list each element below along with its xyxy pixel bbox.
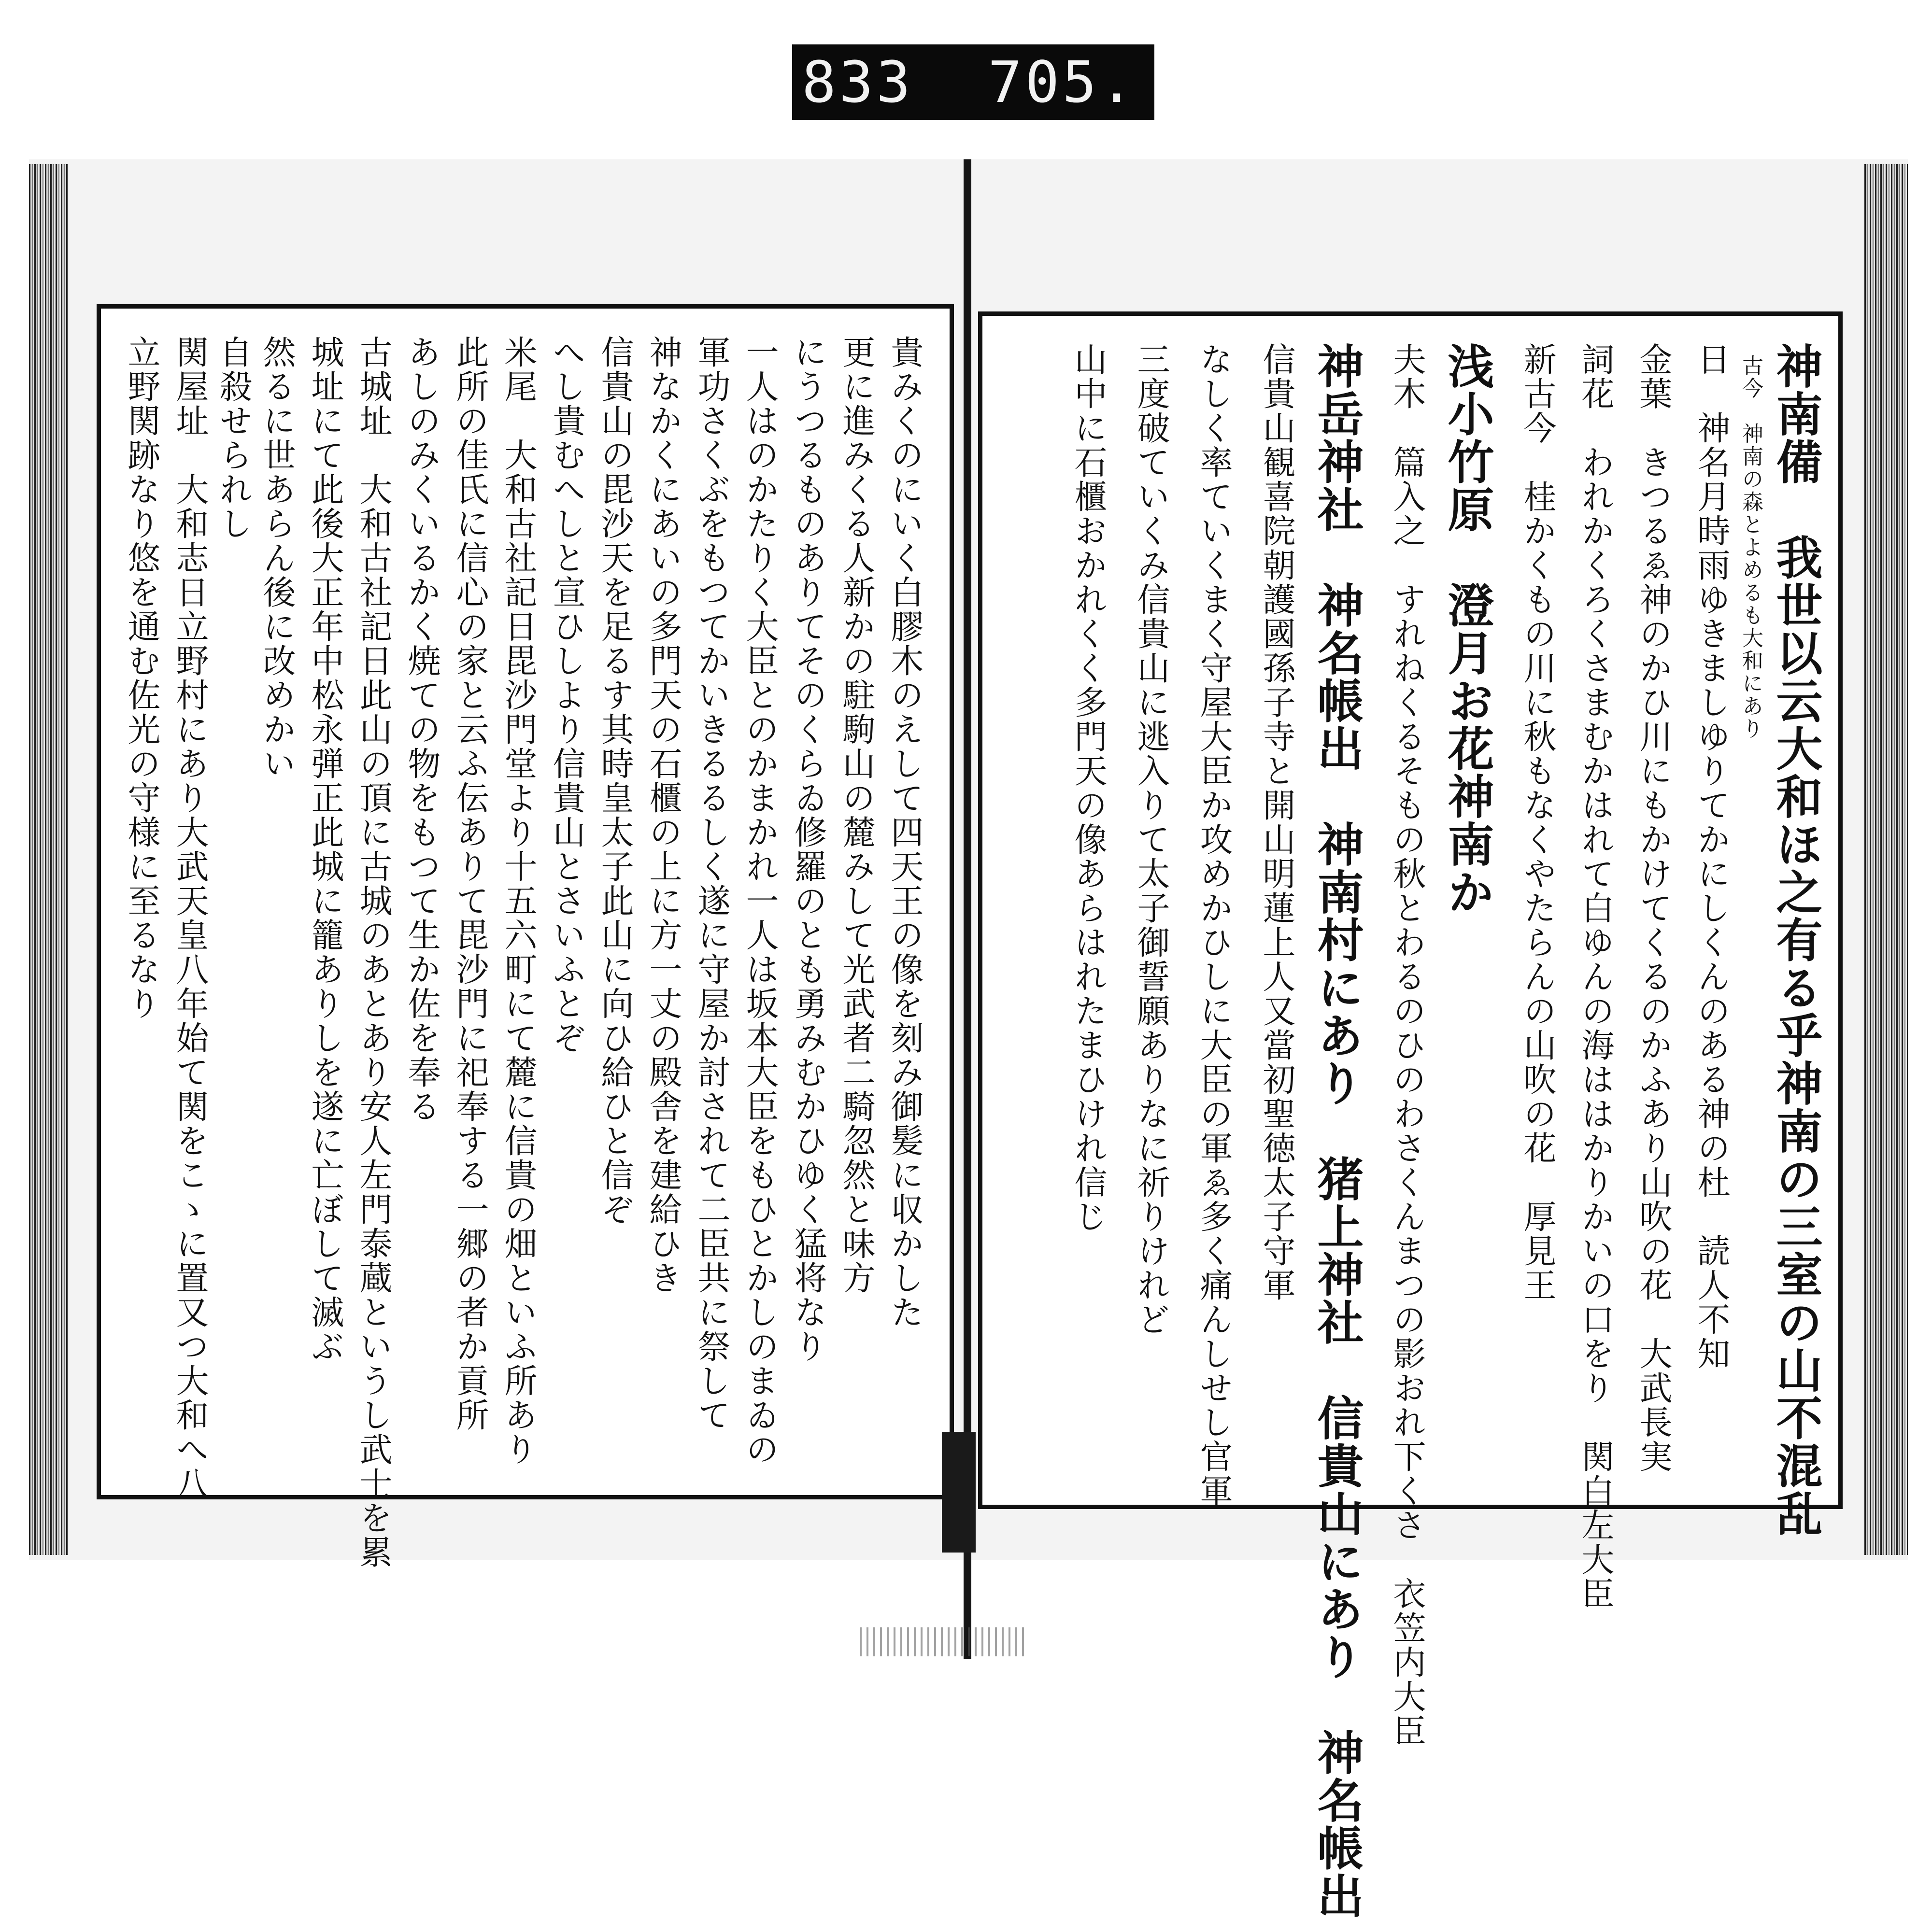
text-column: 山中に石櫃おかれくく多門天の像あらはれたまひけれ信じ — [1069, 342, 1107, 1234]
text-column: 貴みくのにいく白膠木のえして四天王の像を刻み御髪に収かした — [885, 335, 923, 1329]
text-column: へし貴むへしと宣ひしより信貴山とさいふとぞ — [547, 335, 585, 1055]
left-page — [97, 304, 954, 1569]
film-frame-number: 833 705. — [792, 44, 1154, 120]
text-column: 一人はのかたりく大臣とのかまかれ一人は坂本大臣をもひとかしのまゐの — [740, 335, 779, 1467]
text-column: なしく率ていくまく守屋大臣か攻めかひしに大臣の軍ゑ多く痛んしせし官軍 — [1194, 342, 1233, 1508]
text-column: 関屋址 大和志日立野村にあり大武天皇八年始て関をこゝに置又つ大和へ八 — [170, 335, 209, 1501]
entry-heading: 浅小竹原 澄月お花神南か — [1440, 342, 1495, 916]
text-column: 米尾 大和古社記日毘沙門堂より十五六町にて麓に信貴の畑といふ所あり — [499, 335, 537, 1467]
text-column: 三度破ていくみ信貴山に逃入りて太子御誓願ありなに祈りけれど — [1132, 342, 1170, 1337]
text-column: 然るに世あらん後に改めかい — [257, 335, 296, 781]
text-column: にうつるものありてそのくらゐ修羅のとも勇みむかひゆく猛将なり — [789, 335, 827, 1364]
scan-marks — [860, 1627, 1029, 1656]
text-column: 古今 神南の森とよめるも大和にあり — [1738, 354, 1763, 740]
text-column: 城址にて此後大正年中松永弾正此城に籠ありしを遂に亡ぼして滅ぶ — [306, 335, 344, 1364]
text-column: あしのみくいるかく焼ての物をもつて生か佐を奉る — [402, 335, 440, 1124]
right-page-edges — [1864, 164, 1908, 1555]
text-column: 信貴山観喜院朝護國孫子寺と開山明蓮上人又當初聖徳太子守軍 — [1257, 342, 1295, 1302]
text-column: 神なかくにあいの多門天の石櫃の上に方一丈の殿舎を建給ひき — [644, 335, 682, 1295]
text-column: 日 神名月時雨ゆきましゆりてかにしくんのある神の杜 読人不知 — [1692, 342, 1730, 1371]
entry-heading: 神南備 我世以云大和ほ之有る乎神南の三室の山不混乱 — [1769, 342, 1823, 1538]
text-column: 古城址 大和古社記日此山の頂に古城のあとあり安人左門泰蔵というし武士を累 — [354, 335, 392, 1569]
left-page-edges — [29, 164, 68, 1555]
text-column: 信貴山の毘沙天を足るす其時皇太子此山に向ひ給ひと信ぞ — [596, 335, 634, 1227]
text-column: 金葉 きつるゑ神のかひ川にもかけてくるのかふあり山吹の花 大武長実 — [1634, 342, 1672, 1474]
text-column: 軍功さくぶをもつてかいきるるしく遂に守屋か討されて二臣共に祭して — [692, 335, 730, 1432]
right-page — [978, 311, 1843, 1920]
text-column: 立野関跡なり悠を通む佐光の守様に至るなり — [122, 335, 160, 1021]
text-column: 夫木 篇入之 すれねくるそもの秋とわるのひのわさくんまつの影おれ下くさ 衣笠内大臣 — [1388, 342, 1426, 1748]
text-column: 新古今 桂かくもの川に秋もなくやたらんの山吹の花 厚見王 — [1518, 342, 1556, 1302]
entry-heading: 神岳神社 神名帳出 神南村にあり 猪上神社 信貴山にあり 神名帳出 — [1310, 342, 1364, 1920]
text-column: 更に進みくる人新かの駐駒山の麓みして光武者二騎忽然と味方 — [837, 335, 875, 1295]
text-column: 此所の佳氏に信心の家と云ふ伝ありて毘沙門に祀奉する一郷の者か貢所 — [451, 335, 489, 1432]
text-column: 詞花 われかくろくさまむかはれて白ゆんの海ははかりかいの口をり 関白左大臣 — [1576, 342, 1614, 1611]
open-book — [0, 159, 1932, 1920]
text-column: 自殺せられし — [214, 335, 252, 541]
gutter-clip — [942, 1432, 976, 1553]
